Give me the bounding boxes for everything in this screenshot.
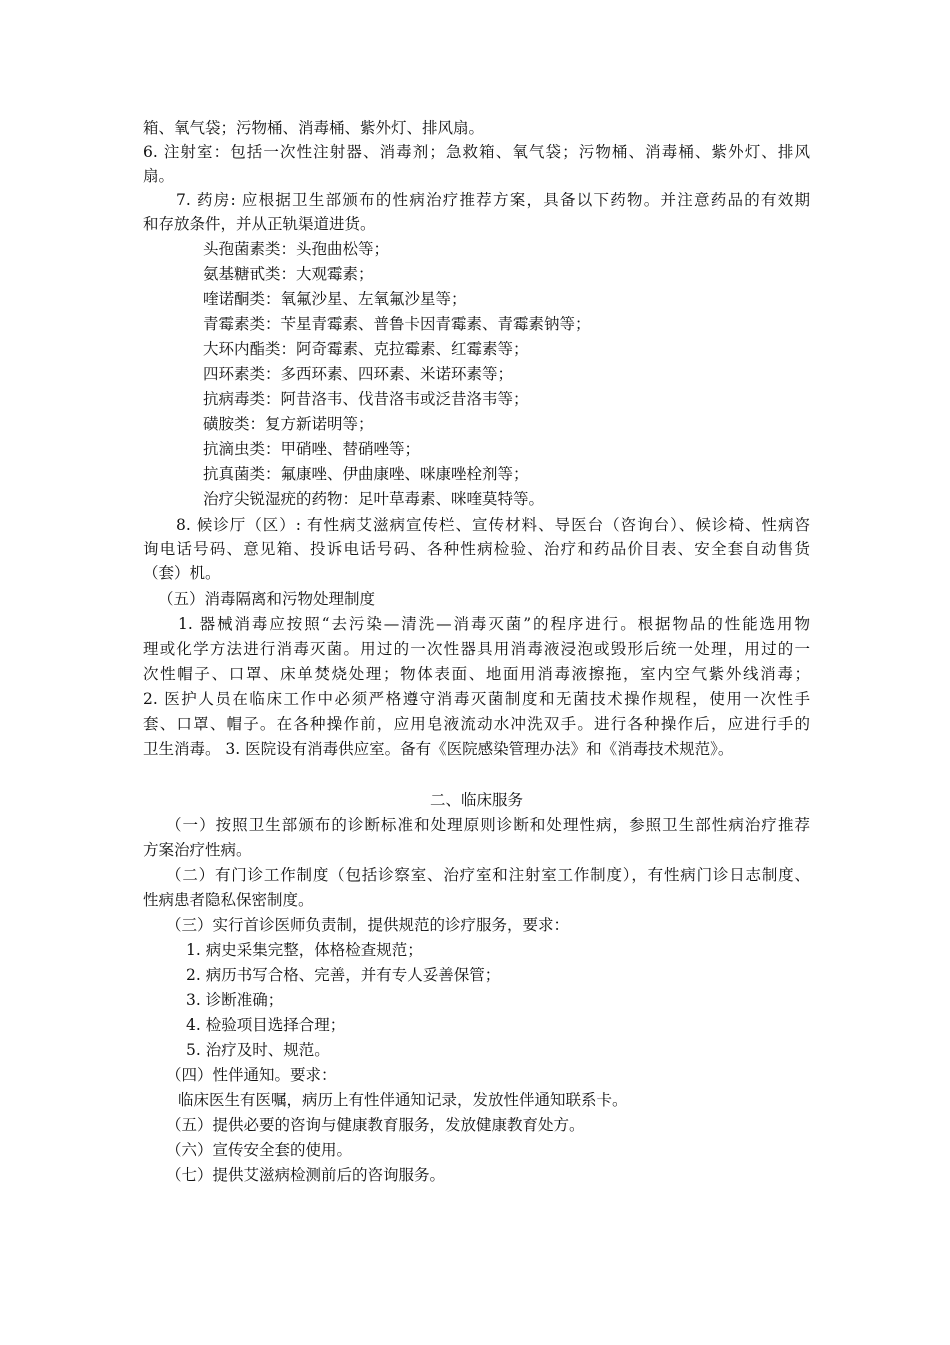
drug-list-item: 青霉素类：苄星青霉素、普鲁卡因青霉素、青霉素钠等； <box>203 315 591 333</box>
paragraph-line: 套、口罩、帽子。在各种操作前，应用皂液流动水冲洗双手。进行各种操作后，应进行手的 <box>143 715 810 733</box>
drug-list-item: 抗病毒类：阿昔洛韦、伐昔洛韦或泛昔洛韦等； <box>203 390 529 408</box>
paragraph-line: 询电话号码、意见箱、投诉电话号码、各种性病检验、治疗和药品价目表、安全套自动售货 <box>143 540 810 558</box>
paragraph-line: 临床医生有医嘱，病历上有性伴通知记录，发放性伴通知联系卡。 <box>178 1091 628 1109</box>
paragraph-line: 2. 医护人员在临床工作中必须严格遵守消毒灭菌制度和无菌技术操作规程，使用一次性手 <box>143 690 810 708</box>
section-heading: （四）性伴通知。要求： <box>166 1066 337 1084</box>
drug-list-item: 抗真菌类：氟康唑、伊曲康唑、咪康唑栓剂等； <box>203 465 529 483</box>
paragraph-line: （二）有门诊工作制度（包括诊察室、治疗室和注射室工作制度），有性病门诊日志制度、 <box>166 866 810 884</box>
paragraph-line: 箱、氧气袋；污物桶、消毒桶、紫外灯、排风扇。 <box>143 119 485 137</box>
requirement-item: 2. 病历书写合格、完善，并有专人妥善保管； <box>186 966 501 984</box>
drug-list-item: 喹诺酮类：氧氟沙星、左氧氟沙星等； <box>203 290 467 308</box>
paragraph-line: 方案治疗性病。 <box>143 841 252 859</box>
paragraph-line: 性病患者隐私保密制度。 <box>143 891 314 909</box>
requirement-item: 4. 检验项目选择合理； <box>186 1016 346 1034</box>
paragraph-line: （一）按照卫生部颁布的诊断标准和处理原则诊断和处理性病，参照卫生部性病治疗推荐 <box>166 816 810 834</box>
paragraph-line: （六）宣传安全套的使用。 <box>166 1141 353 1159</box>
paragraph-line: 理或化学方法进行消毒灭菌。用过的一次性器具用消毒液浸泡或毁形后统一处理，用过的一 <box>143 640 810 658</box>
requirement-item: 1. 病史采集完整，体格检查规范； <box>186 941 423 959</box>
drug-list-item: 大环内酯类：阿奇霉素、克拉霉素、红霉素等； <box>203 340 529 358</box>
paragraph-line: （套）机。 <box>143 564 221 582</box>
paragraph-line: （五）提供必要的咨询与健康教育服务，发放健康教育处方。 <box>166 1116 585 1134</box>
drug-list-item: 抗滴虫类：甲硝唑、替硝唑等； <box>203 440 421 458</box>
drug-list-item: 氨基糖甙类：大观霉素； <box>203 265 374 283</box>
paragraph-line: 卫生消毒。 3. 医院设有消毒供应室。备有《医院感染管理办法》和《消毒技术规范》。 <box>143 740 734 758</box>
drug-list-item: 头孢菌素类：头孢曲松等； <box>203 240 390 258</box>
paragraph-line: 次性帽子、口罩、床单焚烧处理；物体表面、地面用消毒液擦拖，室内空气紫外线消毒； <box>143 665 810 683</box>
paragraph-line: （七）提供艾滋病检测前后的咨询服务。 <box>166 1166 446 1184</box>
paragraph-line: 8. 候诊厅（区）: 有性病艾滋病宣传栏、宣传材料、导医台（咨询台）、候诊椅、性病咨 <box>176 516 810 534</box>
paragraph-line: 扇。 <box>143 167 175 185</box>
paragraph-line: 7. 药房: 应根据卫生部颁布的性病治疗推荐方案，具备以下药物。并注意药品的有效期 <box>176 191 810 209</box>
drug-list-item: 磺胺类：复方新诺明等； <box>203 415 374 433</box>
paragraph-line: （三）实行首诊医师负责制，提供规范的诊疗服务，要求： <box>166 916 570 934</box>
paragraph-line: 和存放条件，并从正轨渠道进货。 <box>143 215 376 233</box>
paragraph-line: 1. 器械消毒应按照“去污染—清洗—消毒灭菌”的程序进行。根据物品的性能选用物 <box>178 615 810 633</box>
section-heading: （五）消毒隔离和污物处理制度 <box>158 590 376 608</box>
section-title: 二、临床服务 <box>429 791 523 809</box>
drug-list-item: 四环素类：多西环素、四环素、米诺环素等； <box>203 365 514 383</box>
requirement-item: 3. 诊断准确； <box>186 991 284 1009</box>
paragraph-line: 6. 注射室：包括一次性注射器、消毒剂；急救箱、氧气袋；污物桶、消毒桶、紫外灯、排风 <box>143 143 810 161</box>
requirement-item: 5. 治疗及时、规范。 <box>186 1041 330 1059</box>
drug-list-item: 治疗尖锐湿疣的药物：足叶草毒素、咪喹莫特等。 <box>203 490 545 508</box>
